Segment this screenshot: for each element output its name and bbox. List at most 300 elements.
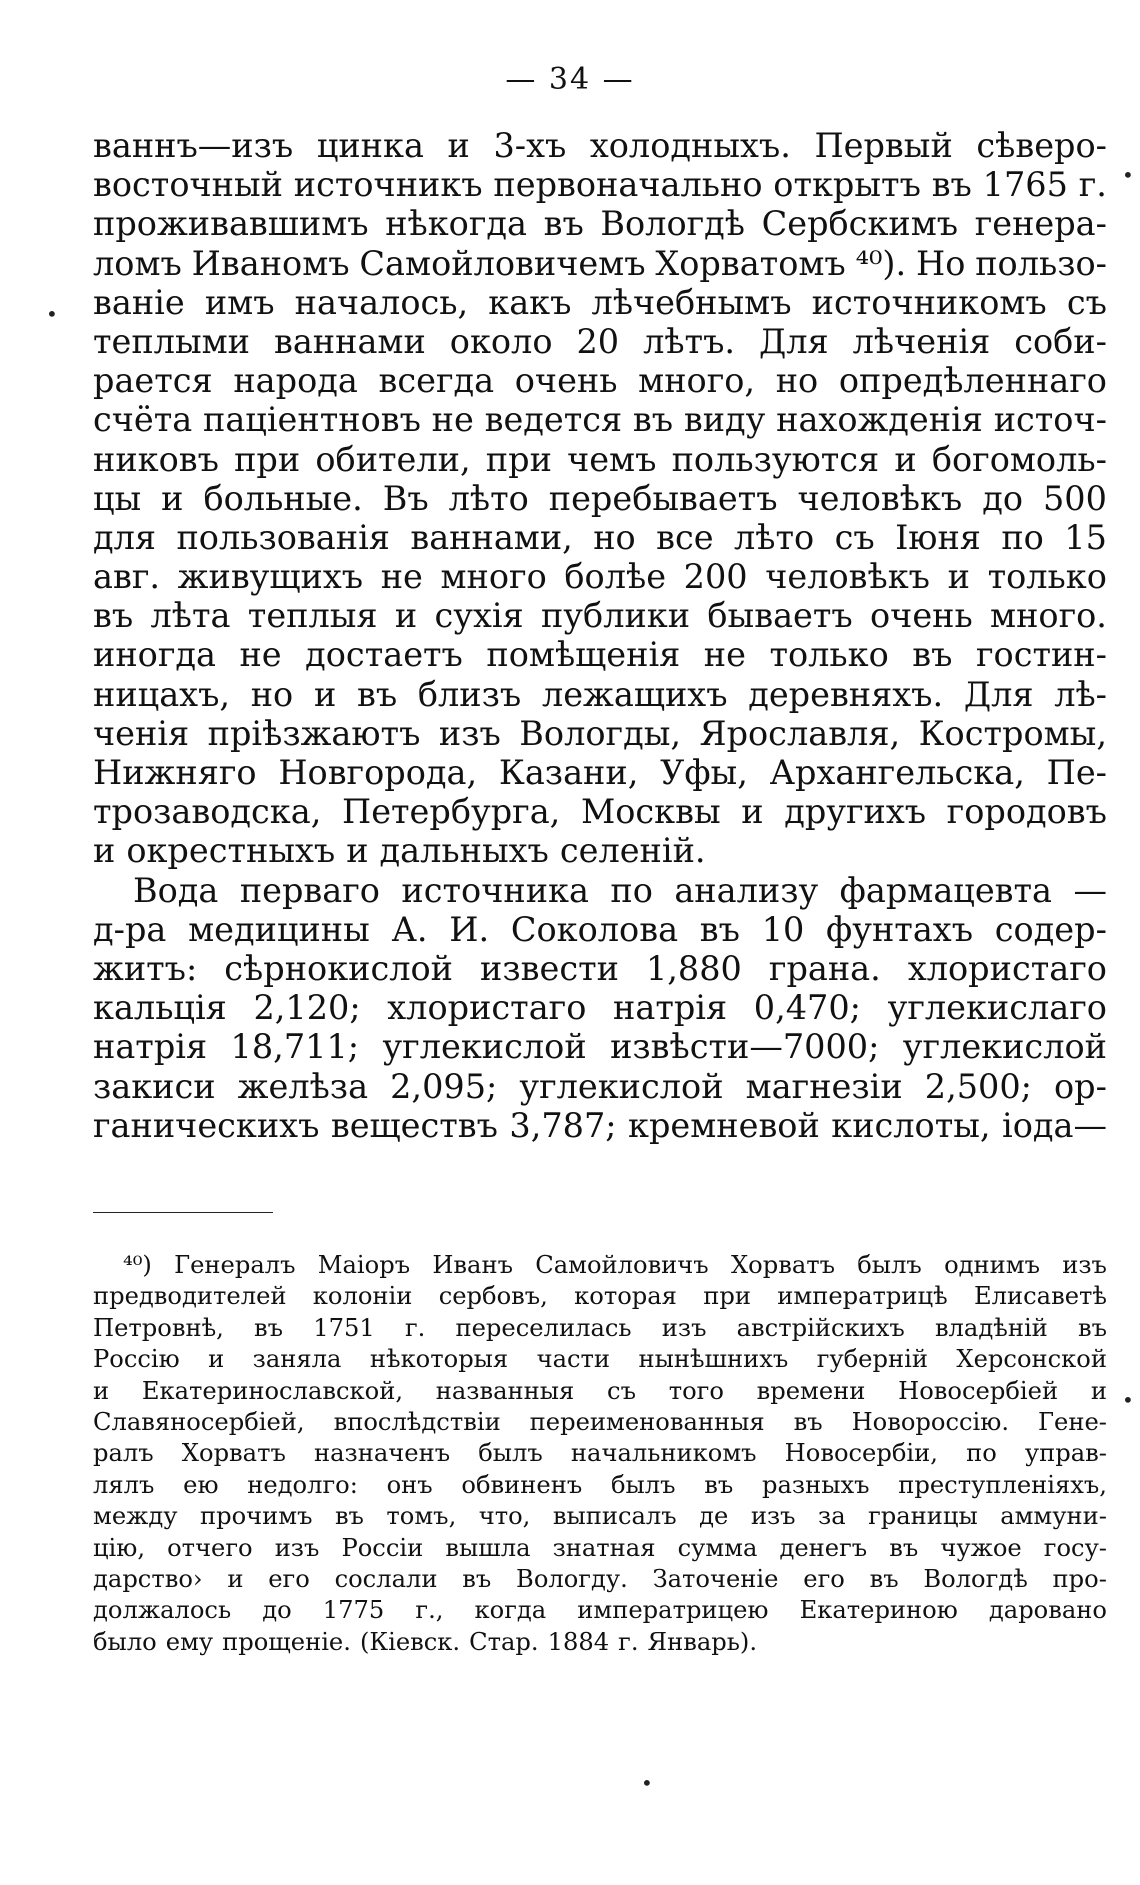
word: много, [638, 361, 756, 401]
word: переселилась [455, 1313, 632, 1342]
word: лѣченія [852, 321, 991, 361]
word: желѣза [237, 1066, 369, 1106]
text-line [93, 165, 1107, 204]
word: очень [870, 596, 973, 636]
word: лѣто [734, 517, 815, 557]
word: нынѣшнихъ [638, 1345, 789, 1374]
word: но [250, 674, 294, 714]
word: сѣверо- [976, 126, 1107, 165]
word: углекислой [519, 1066, 724, 1106]
word: цы [93, 478, 142, 518]
word: и [93, 1376, 110, 1405]
word: только [769, 635, 889, 675]
word: Сербскимъ [761, 204, 959, 244]
word: и [947, 557, 970, 597]
word: натрія [613, 988, 728, 1028]
word: при [234, 439, 301, 479]
text-line [93, 400, 1107, 439]
word: дарство› [93, 1564, 203, 1593]
word: деревняхъ. [748, 674, 944, 714]
word: денегъ [779, 1533, 868, 1562]
word: не [703, 635, 746, 675]
word: и [741, 792, 764, 832]
margin-dot: • [1122, 1388, 1134, 1412]
word: въ [254, 1313, 284, 1342]
word: ницахъ, [93, 674, 231, 714]
word: Генералъ [174, 1251, 296, 1279]
word: даровано [988, 1596, 1107, 1625]
footnote-line [93, 1501, 1107, 1532]
word: публики [540, 596, 691, 636]
text-line [93, 949, 1107, 988]
word: живущихъ [177, 557, 364, 597]
word: его [268, 1564, 310, 1593]
word: извести [480, 948, 619, 988]
word: 2,120; [253, 988, 361, 1028]
word: назначенъ [314, 1439, 451, 1468]
word: заняла [252, 1345, 342, 1374]
footnote-line [93, 1407, 1107, 1438]
word: Стар. [469, 1627, 539, 1656]
word: Соколова [510, 909, 679, 949]
word: генера- [974, 204, 1107, 244]
word: аммуни- [1000, 1502, 1107, 1531]
word: теплыми [93, 321, 251, 361]
word: но [775, 361, 819, 401]
word: счёта [93, 400, 193, 440]
word: углекислой [382, 1027, 587, 1067]
word: соби- [1014, 321, 1107, 361]
word: границы [868, 1502, 978, 1531]
word: изъ [661, 1313, 707, 1342]
word: Вологду. [516, 1564, 628, 1593]
word: перебываетъ [548, 478, 778, 518]
word: лѣто [448, 478, 529, 518]
word: не [239, 635, 282, 675]
word: гостин- [975, 635, 1107, 675]
word: императрицѣ [777, 1282, 948, 1311]
word: австрійскихъ [736, 1313, 905, 1342]
footnote-line [93, 1376, 1107, 1407]
word: губерній [816, 1345, 928, 1374]
word: въ [912, 635, 953, 675]
word: всегда [378, 361, 495, 401]
word: углекислой [902, 1027, 1107, 1067]
word: закиси [93, 1066, 216, 1106]
word: однимъ [944, 1251, 1040, 1279]
word: когда [474, 1596, 547, 1625]
word: 500 [1042, 478, 1107, 518]
word: и [227, 1564, 244, 1593]
word: Заточеніе [652, 1564, 779, 1593]
word: и [894, 439, 917, 479]
word: въ [334, 1502, 364, 1531]
word: пользованія [176, 517, 390, 557]
word: пріѣзжаютъ [207, 713, 421, 753]
word: цію, [93, 1533, 146, 1562]
word: Херсонской [956, 1345, 1107, 1374]
word: Январь). [647, 1627, 758, 1656]
word: около [449, 321, 553, 361]
word: до [982, 478, 1023, 518]
word: съ [1066, 282, 1107, 322]
word: Екатеринославской, [141, 1376, 404, 1405]
word: ⁴⁰). [855, 243, 907, 283]
word: іода— [1002, 1105, 1107, 1145]
word: Гене- [1038, 1407, 1107, 1436]
text-line [93, 675, 1107, 714]
word: того [668, 1376, 724, 1405]
text-line [93, 596, 1107, 635]
footnote-line [93, 1470, 1107, 1501]
word: хлористаго [907, 948, 1107, 988]
word: начальникомъ [570, 1439, 757, 1468]
word: Новороссію. [851, 1407, 1010, 1436]
word: болѣе [564, 557, 667, 597]
word: впослѣдствіи [333, 1407, 501, 1436]
word: Петровнѣ, [93, 1313, 224, 1342]
word: изъ [1062, 1251, 1107, 1279]
word: Новосербіей [898, 1376, 1059, 1405]
word: былъ [610, 1470, 676, 1499]
footnote-line [93, 1250, 1107, 1281]
word: цинка [316, 126, 424, 165]
word: переименованныя [529, 1407, 765, 1436]
word: имъ [204, 282, 275, 322]
text-line [93, 361, 1107, 400]
word: Первый [814, 126, 953, 165]
word: Для [759, 321, 829, 361]
word: въ [1077, 1313, 1107, 1342]
word: И. [449, 909, 490, 949]
word: въ [931, 165, 972, 205]
word: 20 [576, 321, 620, 361]
word: г. [618, 1627, 639, 1656]
footnote-line [93, 1533, 1107, 1564]
word: чужое [940, 1533, 1022, 1562]
word: ваннами [273, 321, 426, 361]
word: богомоль- [931, 439, 1107, 479]
word: фармацевта [839, 870, 1053, 910]
text-line [93, 440, 1107, 479]
word: бываетъ [707, 596, 853, 636]
word: вышла [445, 1533, 531, 1562]
word: 200 [683, 557, 748, 597]
word: нѣкогда [385, 204, 528, 244]
word: Самойловичемъ [359, 243, 646, 283]
word: Елисаветѣ [973, 1282, 1107, 1311]
word: рается [93, 361, 213, 401]
word: 15 [1064, 517, 1107, 557]
word: времени [756, 1376, 866, 1405]
word: томъ, [386, 1502, 457, 1531]
word: (Кіевск. [359, 1627, 461, 1656]
text-line [93, 1027, 1107, 1066]
word: въ [462, 1564, 492, 1593]
main-text [93, 126, 1107, 1145]
word: иногда [93, 635, 216, 675]
word: ваніе [93, 282, 185, 322]
word: ралъ [93, 1439, 154, 1468]
text-line [93, 635, 1107, 674]
text-line [93, 322, 1107, 361]
word: Пе- [1046, 753, 1107, 792]
word: Хорватомъ [655, 243, 846, 283]
word: лялъ [93, 1470, 155, 1499]
word: про- [1052, 1564, 1107, 1593]
text-line [93, 714, 1107, 753]
word: не [431, 400, 474, 440]
word: въ [93, 596, 134, 636]
word: онъ [386, 1470, 433, 1499]
word: съ [607, 1376, 636, 1405]
word: обвиненъ [461, 1470, 583, 1499]
word: магнезіи [745, 1066, 903, 1106]
text-line [93, 871, 1107, 910]
word: холодныхъ. [589, 126, 791, 165]
word: открытъ [773, 165, 921, 205]
word: колоніи [312, 1282, 413, 1311]
word: фунтахъ [826, 909, 974, 949]
word: при [485, 439, 552, 479]
word: первоначально [493, 165, 763, 205]
word: что, [478, 1502, 531, 1531]
word: императрицею [577, 1596, 769, 1625]
word: трозаводска, [93, 792, 322, 832]
text-line [93, 479, 1107, 518]
word: источника [401, 870, 589, 910]
word: народа [233, 361, 358, 401]
word: Вологдѣ [600, 204, 746, 244]
word: Россію [93, 1345, 180, 1374]
word: ведется [484, 400, 623, 440]
word: лѣтъ. [643, 321, 736, 361]
word: которая [574, 1282, 677, 1311]
word: до [262, 1596, 292, 1625]
word: углекислаго [887, 988, 1107, 1028]
word: за [818, 1502, 846, 1531]
word: ею [183, 1470, 219, 1499]
word: 1765 [982, 165, 1068, 205]
word: 3-хъ [493, 126, 567, 165]
word: пользо- [975, 243, 1107, 283]
word: лѣта [150, 596, 231, 636]
word: Ярославля, [699, 713, 901, 753]
word: его [803, 1564, 845, 1593]
word: сербовъ, [438, 1282, 548, 1311]
word: грана. [768, 948, 881, 988]
word: человѣкъ [765, 557, 930, 597]
word: анализу [674, 870, 819, 910]
text-line [93, 792, 1107, 831]
margin-dot: • [641, 1771, 653, 1795]
text-line [93, 988, 1107, 1027]
word: Самойловичъ [535, 1251, 709, 1279]
word: началось, [294, 282, 469, 322]
word: изъ [274, 1533, 320, 1562]
word: по [610, 870, 653, 910]
word: г. [404, 1313, 426, 1342]
word: и [161, 478, 184, 518]
text-line [93, 1106, 1107, 1145]
text-line [93, 204, 1107, 243]
word: Россіи [341, 1533, 424, 1562]
word: сухія [434, 596, 524, 636]
text-line [93, 518, 1107, 557]
word: много. [990, 596, 1107, 636]
word: паціентновъ [203, 400, 421, 440]
word: предводителей [93, 1282, 287, 1311]
word: обители, [315, 439, 471, 479]
word: выписалъ [552, 1502, 677, 1531]
word: А. [391, 909, 428, 949]
word: знатная [552, 1533, 656, 1562]
footnote-line [93, 1344, 1107, 1375]
word: и [208, 1345, 225, 1374]
text-line [93, 910, 1107, 949]
footnote-line [93, 1595, 1107, 1626]
word: городовъ [946, 792, 1107, 832]
word: Петербурга, [341, 792, 561, 832]
word: и [93, 831, 116, 871]
footnote-line [93, 1313, 1107, 1344]
word: д-ра [93, 909, 167, 949]
word: ⁴⁰) [123, 1251, 152, 1279]
word: ломъ [93, 243, 182, 283]
word: сѣрнокислой [224, 948, 454, 988]
margin-dot: • [1122, 163, 1134, 187]
word: прочимъ [199, 1502, 313, 1531]
word: Новгорода, [278, 753, 478, 792]
word: достаетъ [305, 635, 463, 675]
word: г. [1078, 165, 1107, 205]
word: какъ [488, 282, 572, 322]
margin-dot: • [46, 302, 58, 326]
word: въ [704, 1470, 734, 1499]
word: нѣкоторыя [369, 1345, 509, 1374]
word: ченія [93, 713, 190, 753]
word: 1751 [313, 1313, 375, 1342]
text-line [93, 126, 1107, 165]
word: 2,500; [924, 1066, 1032, 1106]
word: 3,787; [509, 1105, 617, 1145]
footnote-line [93, 1564, 1107, 1595]
word: проживавшимъ [93, 204, 369, 244]
word: Казани, [498, 753, 639, 792]
word: изъ [438, 713, 501, 753]
word: и [447, 126, 470, 165]
word: Екатериною [799, 1596, 958, 1625]
footnote-line [93, 1627, 1107, 1658]
word: источ- [993, 400, 1107, 440]
word: кальція [93, 988, 227, 1028]
word: въ [869, 1564, 899, 1593]
word: разныхъ [762, 1470, 870, 1499]
word: только [987, 557, 1107, 597]
word: ему [165, 1627, 214, 1656]
word: былъ [478, 1439, 543, 1468]
word: де [699, 1502, 729, 1531]
word: и [1090, 1376, 1107, 1405]
word: было [93, 1627, 157, 1656]
word: былъ [857, 1251, 922, 1279]
word: съ [834, 517, 875, 557]
word: пользуются [671, 439, 880, 479]
word: 10 [761, 909, 805, 949]
text-line [93, 1067, 1107, 1106]
word: извѣсти—7000; [610, 1027, 880, 1067]
word: Архангельска, [769, 753, 1025, 792]
word: медицины [188, 909, 370, 949]
word: Костромы, [918, 713, 1107, 753]
word: ганическихъ [93, 1105, 320, 1145]
word: 1884 [547, 1627, 610, 1656]
word: отчего [167, 1533, 253, 1562]
word: кремневой [628, 1105, 820, 1145]
word: виду [683, 400, 766, 440]
word: названныя [435, 1376, 575, 1405]
word: теплыя [247, 596, 378, 636]
word: по [966, 1439, 997, 1468]
word: не [380, 557, 423, 597]
word: источникъ [293, 165, 483, 205]
word: никовъ [93, 439, 219, 479]
word: Но [915, 243, 966, 283]
word: Славяносербіей, [93, 1407, 305, 1436]
word: 18,711; [230, 1027, 360, 1067]
word: ор- [1054, 1066, 1107, 1106]
word: части [536, 1345, 611, 1374]
text-line [93, 244, 1107, 283]
word: между [93, 1502, 178, 1531]
word: 0,470; [753, 988, 861, 1028]
word: ваннъ—изъ [93, 126, 294, 165]
word: восточный [93, 165, 283, 205]
word: другихъ [784, 792, 927, 832]
word: управ- [1024, 1439, 1107, 1468]
word: нахожденія [776, 400, 983, 440]
footnote-rule [93, 1212, 273, 1213]
word: Уфы, [660, 753, 748, 792]
word: натрія [93, 1027, 208, 1067]
word: въ [356, 674, 398, 714]
word: владѣній [934, 1313, 1048, 1342]
footnote-line [93, 1281, 1107, 1312]
word: веществъ [330, 1105, 498, 1145]
word: дальныхъ [379, 831, 549, 871]
word: близъ [417, 674, 522, 714]
word: ваннами, [410, 517, 573, 557]
word: — [1073, 870, 1107, 910]
word: прощеніе. [222, 1627, 351, 1656]
word: лѣчебнымъ [591, 282, 792, 322]
word: въ [793, 1407, 823, 1436]
word: сумма [677, 1533, 758, 1562]
word: Іюня [895, 517, 981, 557]
word: въ [889, 1533, 919, 1562]
word: но [593, 517, 636, 557]
word: въ [699, 909, 740, 949]
word: въ [543, 204, 584, 244]
word: и [394, 596, 418, 636]
word: хлористаго [387, 988, 587, 1028]
word: источникомъ [811, 282, 1047, 322]
word: много [440, 557, 547, 597]
word: госу- [1043, 1533, 1107, 1562]
word: Маіоръ [317, 1251, 411, 1279]
word: должалось [93, 1596, 232, 1625]
text-line [93, 557, 1107, 596]
